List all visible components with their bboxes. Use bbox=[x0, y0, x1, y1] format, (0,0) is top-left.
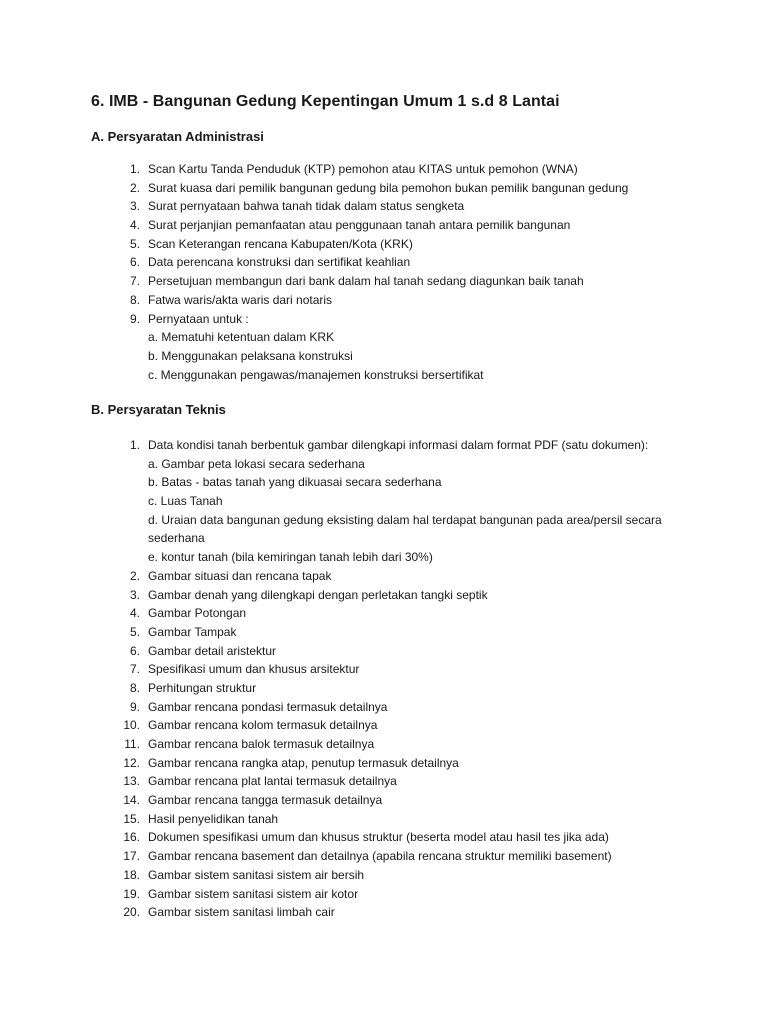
list-item-text: Perhitungan struktur bbox=[148, 680, 257, 695]
list-item bbox=[0, 642, 768, 661]
list-item-text: Surat perjanjian pemanfaatan atau penggunaan tanah antara pemilik bangunan bbox=[148, 218, 571, 233]
section-b-heading: B. Persyaratan Teknis bbox=[91, 402, 226, 417]
list-item-text: Data kondisi tanah berbentuk gambar dilengkapi informasi dalam format PDF (satu dokumen): bbox=[148, 438, 649, 452]
list-item-number: 2. bbox=[129, 568, 140, 583]
list-item bbox=[0, 291, 768, 310]
list-item-text: Surat pernyataan bahwa tanah tidak dalam status sengketa bbox=[148, 199, 465, 214]
list-item bbox=[0, 679, 768, 698]
list-subitem-text: sederhana bbox=[148, 531, 205, 546]
list-subitem bbox=[0, 511, 768, 530]
list-item-text: Gambar situasi dan rencana tapak bbox=[148, 568, 332, 583]
list-item-number: 8. bbox=[129, 292, 140, 307]
list-item bbox=[0, 810, 768, 829]
list-subitem bbox=[0, 492, 768, 511]
list-item bbox=[0, 660, 768, 679]
list-item-text: Scan Kartu Tanda Penduduk (KTP) pemohon atau KITAS untuk pemohon (WNA) bbox=[148, 162, 578, 176]
list-item bbox=[0, 903, 768, 922]
list-item bbox=[0, 716, 768, 735]
list-subitem bbox=[0, 455, 768, 474]
list-subitem-text: e. kontur tanah (bila kemiringan tanah lebih dari 30%) bbox=[148, 550, 433, 565]
document-title: 6. IMB - Bangunan Gedung Kepentingan Umum 1 s.d 8 Lantai bbox=[91, 93, 560, 110]
list-item-text: Persetujuan membangun dari bank dalam hal tanah sedang diagunkan baik tanah bbox=[148, 274, 584, 289]
list-subitem-text: c. Menggunakan pengawas/manajemen konstruksi bersertifikat bbox=[148, 367, 484, 382]
list-item-text: Scan Keterangan rencana Kabupaten/Kota (KRK) bbox=[148, 236, 413, 251]
list-item-number: 10. bbox=[123, 718, 140, 733]
list-item bbox=[0, 754, 768, 773]
list-item-number: 3. bbox=[129, 587, 140, 602]
list-item-text: Gambar rencana plat lantai termasuk detailnya bbox=[148, 774, 397, 789]
list-item-number: 3. bbox=[129, 199, 140, 214]
list-item-number: 1. bbox=[129, 438, 140, 452]
list-item bbox=[0, 567, 768, 586]
list-item-number: 12. bbox=[123, 755, 140, 770]
list-item-number: 8. bbox=[129, 680, 140, 695]
list-item-text: Gambar sistem sanitasi limbah cair bbox=[148, 905, 335, 920]
list-item-text: Data perencana konstruksi dan sertifikat keahlian bbox=[148, 255, 411, 270]
list-item-text: Gambar detail aristektur bbox=[148, 643, 277, 658]
list-item bbox=[0, 772, 768, 791]
list-item bbox=[0, 436, 768, 455]
list-subitem-text: b. Menggunakan pelaksana konstruksi bbox=[148, 348, 353, 363]
list-item-number: 4. bbox=[129, 606, 140, 621]
list-item-text: Gambar sistem sanitasi sistem air bersih bbox=[148, 867, 365, 882]
list-item-number: 9. bbox=[129, 699, 140, 714]
list-item-number: 1. bbox=[129, 162, 140, 176]
list-item-text: Gambar denah yang dilengkapi dengan perletakan tangki septik bbox=[148, 587, 488, 602]
list-item-number: 5. bbox=[129, 624, 140, 639]
list-item-text: Hasil penyelidikan tanah bbox=[148, 811, 279, 826]
list-item-number: 18. bbox=[123, 867, 140, 882]
list-item-number: 14. bbox=[123, 793, 140, 808]
list-item-number: 2. bbox=[129, 180, 140, 195]
list-item-number: 6. bbox=[129, 255, 140, 270]
list-item-text: Gambar rencana balok termasuk detailnya bbox=[148, 737, 375, 751]
list-item bbox=[0, 160, 768, 179]
list-item bbox=[0, 310, 768, 329]
list-subitem-text: d. Uraian data bangunan gedung eksisting dalam hal terdapat bangunan pada area/persil secara bbox=[148, 512, 662, 527]
list-item-number: 11. bbox=[124, 737, 140, 751]
list-item bbox=[0, 791, 768, 810]
list-subitem bbox=[0, 347, 768, 366]
list-item bbox=[0, 847, 768, 866]
list-item-text: Spesifikasi umum dan khusus arsitektur bbox=[148, 662, 360, 677]
list-subitem-text: b. Batas - batas tanah yang dikuasai secara sederhana bbox=[148, 475, 442, 490]
list-subitem bbox=[0, 473, 768, 492]
list-item-text: Gambar rencana basement dan detailnya (apabila rencana struktur memiliki basement) bbox=[148, 849, 612, 864]
list-item-text: Gambar Tampak bbox=[148, 624, 237, 639]
list-item-number: 19. bbox=[123, 886, 140, 901]
list-item bbox=[0, 828, 768, 847]
list-item bbox=[0, 179, 768, 198]
list-item bbox=[0, 235, 768, 254]
list-item bbox=[0, 253, 768, 272]
section-a-list bbox=[0, 160, 768, 384]
section-a-heading: A. Persyaratan Administrasi bbox=[91, 129, 264, 144]
list-subitem bbox=[0, 548, 768, 567]
list-item bbox=[0, 885, 768, 904]
list-item bbox=[0, 604, 768, 623]
list-item-number: 17. bbox=[123, 849, 140, 864]
list-subitem-text: a. Gambar peta lokasi secara sederhana bbox=[148, 456, 365, 471]
list-item bbox=[0, 623, 768, 642]
list-item bbox=[0, 272, 768, 291]
list-item-number: 7. bbox=[129, 274, 140, 289]
list-item bbox=[0, 197, 768, 216]
list-item-text: Surat kuasa dari pemilik bangunan gedung bila pemohon bukan pemilik bangunan gedung bbox=[148, 180, 629, 195]
list-item bbox=[0, 698, 768, 717]
list-item-text: Gambar rencana rangka atap, penutup termasuk detailnya bbox=[148, 755, 459, 770]
list-item-text: Fatwa waris/akta waris dari notaris bbox=[148, 292, 333, 307]
list-item-number: 15. bbox=[123, 811, 140, 826]
list-item bbox=[0, 216, 768, 235]
list-item bbox=[0, 586, 768, 605]
list-subitem bbox=[0, 328, 768, 347]
list-item-number: 6. bbox=[129, 643, 140, 658]
list-item-number: 20. bbox=[123, 905, 140, 920]
list-item-number: 5. bbox=[129, 236, 140, 251]
list-item-text: Gambar sistem sanitasi sistem air kotor bbox=[148, 886, 359, 901]
list-item-number: 7. bbox=[129, 662, 140, 677]
list-item-text: Gambar Potongan bbox=[148, 606, 247, 621]
list-item-text: Gambar rencana kolom termasuk detailnya bbox=[148, 718, 378, 733]
list-item-number: 9. bbox=[129, 311, 140, 326]
list-subitem bbox=[0, 529, 768, 548]
list-item-text: Pernyataan untuk : bbox=[148, 311, 249, 326]
list-item bbox=[0, 866, 768, 885]
list-subitem-text: c. Luas Tanah bbox=[148, 494, 223, 509]
list-item-number: 16. bbox=[123, 830, 140, 845]
list-item-text: Dokumen spesifikasi umum dan khusus struktur (beserta model atau hasil tes jika ada) bbox=[148, 830, 609, 845]
list-item-number: 13. bbox=[123, 774, 140, 789]
list-subitem bbox=[0, 366, 768, 385]
list-subitem-text: a. Mematuhi ketentuan dalam KRK bbox=[148, 330, 335, 345]
list-item-text: Gambar rencana tangga termasuk detailnya bbox=[148, 793, 383, 808]
list-item-number: 4. bbox=[129, 218, 140, 233]
section-b-list bbox=[0, 436, 768, 922]
list-item-text: Gambar rencana pondasi termasuk detailnya bbox=[148, 699, 388, 714]
list-item bbox=[0, 735, 768, 754]
